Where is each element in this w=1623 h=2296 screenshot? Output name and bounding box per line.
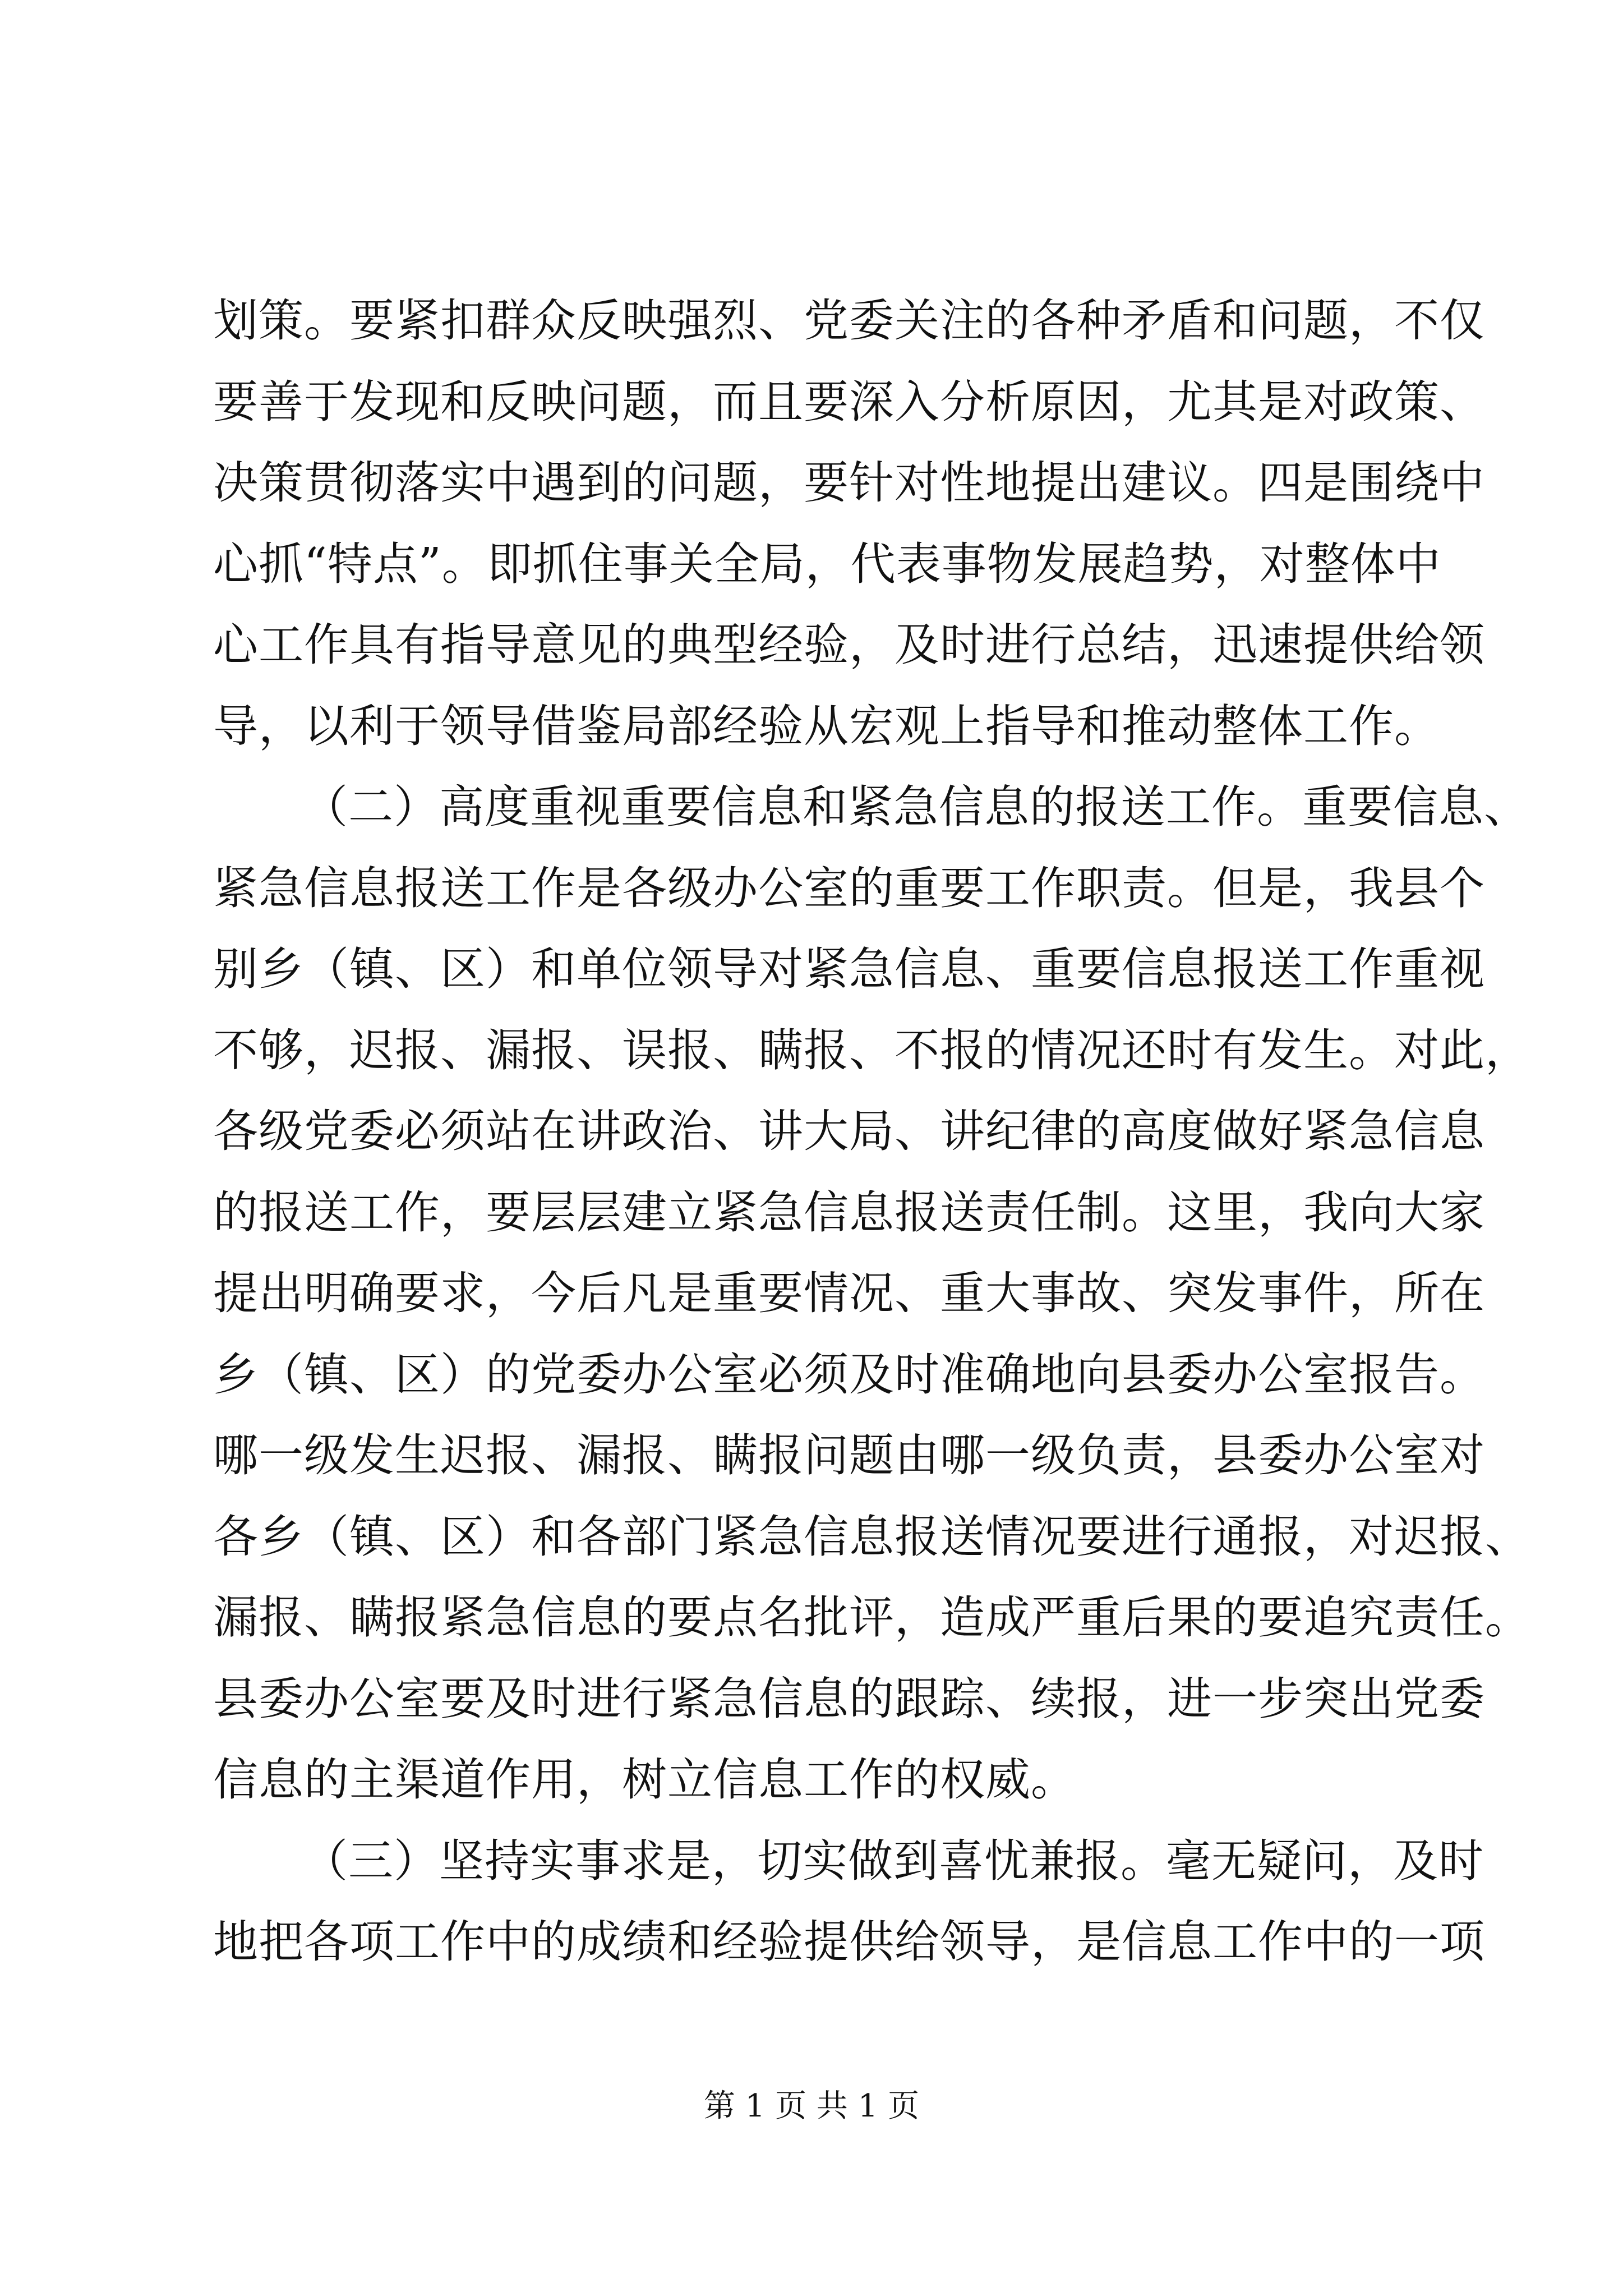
section-heading-line: （三）坚持实事求是，切实做到喜忧兼报。毫无疑问，及时	[303, 1834, 1484, 1887]
text-line: 心工作具有指导意见的典型经验，及时进行总结，迅速提供给领	[213, 619, 1485, 671]
text-line: 县委办公室要及时进行紧急信息的跟踪、续报，进一步突出党委	[213, 1672, 1485, 1725]
text-line: 划策。要紧扣群众反映强烈、党委关注的各种矛盾和问题，不仅	[213, 295, 1485, 347]
text-line: 哪一级发生迟报、漏报、瞒报问题由哪一级负责，县委办公室对	[213, 1429, 1485, 1481]
text-line: 提出明确要求，今后凡是重要情况、重大事故、突发事件，所在	[213, 1267, 1485, 1319]
text-line: 要善于发现和反映问题，而且要深入分析原因，尤其是对政策、	[213, 375, 1485, 428]
section-heading-line: （二）高度重视重要信息和紧急信息的报送工作。重要信息、	[303, 781, 1529, 833]
text-line: 心抓“特点”。即抓住事关全局，代表事物发展趋势，对整体中	[213, 537, 1441, 590]
text-line: 信息的主渠道作用，树立信息工作的权威。	[213, 1754, 1076, 1806]
text-line: 决策贯彻落实中遇到的问题，要针对性地提出建议。四是围绕中	[213, 457, 1485, 509]
text-line: 的报送工作，要层层建立紧急信息报送责任制。这里，我向大家	[213, 1186, 1485, 1239]
text-line: 不够，迟报、漏报、误报、瞒报、不报的情况还时有发生。对此，	[213, 1024, 1530, 1076]
text-line: 别乡（镇、区）和单位领导对紧急信息、重要信息报送工作重视	[213, 943, 1485, 995]
text-line: 各乡（镇、区）和各部门紧急信息报送情况要进行通报，对迟报、	[213, 1510, 1530, 1563]
text-line: 各级党委必须站在讲政治、讲大局、讲纪律的高度做好紧急信息	[213, 1105, 1485, 1157]
text-line: 地把各项工作中的成绩和经验提供给领导，是信息工作中的一项	[213, 1916, 1485, 1968]
document-body	[213, 280, 1530, 1983]
text-line: 紧急信息报送工作是各级办公室的重要工作职责。但是，我县个	[213, 862, 1485, 914]
text-line: 漏报、瞒报紧急信息的要点名批评，造成严重后果的要追究责任。	[213, 1591, 1530, 1644]
text-line: 导，以利于领导借鉴局部经验从宏观上指导和推动整体工作。	[213, 700, 1440, 752]
page-number-footer: 第 1 页 共 1 页	[703, 2088, 920, 2124]
text-line: 乡（镇、区）的党委办公室必须及时准确地向县委办公室报告。	[213, 1348, 1485, 1401]
